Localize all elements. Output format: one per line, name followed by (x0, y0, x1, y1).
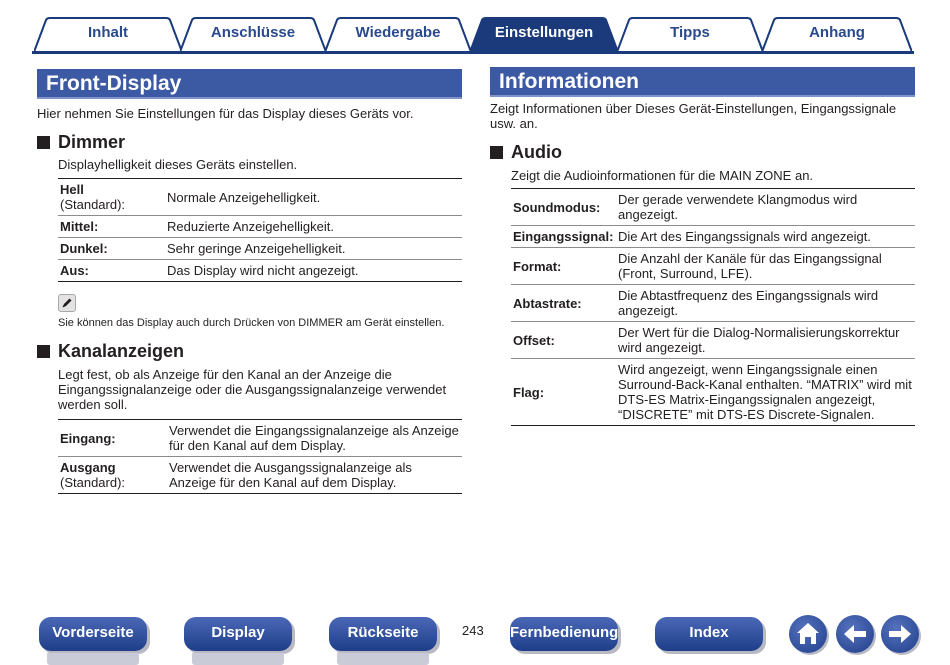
home-button[interactable] (789, 615, 827, 653)
table-row (58, 238, 462, 260)
audio-desc: Zeigt die Audioinformationen für die MAIN ZONE an. (511, 168, 814, 183)
table-row (511, 322, 915, 359)
forward-button[interactable] (881, 615, 919, 653)
table-row (511, 359, 915, 426)
key-text: Hell (60, 182, 84, 197)
tab-label: Tipps (670, 24, 710, 41)
audio-heading (490, 142, 562, 162)
tab-label: Anschlüsse (210, 24, 296, 41)
square-bullet-icon (37, 345, 50, 358)
kanal-heading (37, 341, 184, 361)
dimmer-heading (37, 132, 125, 152)
nav-rueckseite-button[interactable] (329, 617, 437, 651)
table-key: Soundmodus: (511, 189, 616, 226)
key-sub: (Standard): (60, 197, 126, 212)
table-row (58, 179, 462, 216)
table-value: Das Display wird nicht angezeigt. (165, 260, 462, 282)
tab-inhalt[interactable] (34, 17, 182, 53)
table-row (58, 420, 462, 457)
home-icon (789, 615, 827, 653)
button-underlay (47, 653, 139, 665)
table-row (511, 226, 915, 248)
table-row (511, 285, 915, 322)
nav-index-button[interactable] (655, 617, 763, 651)
table-value: Normale Anzeigehelligkeit. (165, 179, 462, 216)
table-key: Abtastrate: (511, 285, 616, 322)
table-key: Format: (511, 248, 616, 285)
table-value: Wird angezeigt, wenn Eingangssignale einen Surround-Back-Kanal enthalten. “MATRIX” wird mit DTS-ES Matrix-Eingangssignalen angezeigt, “DISCRETE” mit DTS-ES Discrete-Signalen. (616, 359, 915, 426)
table-key (58, 457, 167, 494)
kanal-table (58, 419, 462, 494)
table-key: Eingangssignal: (511, 226, 616, 248)
nav-display-button[interactable] (184, 617, 292, 651)
table-value: Verwendet die Ausgangssignalanzeige als Anzeige für den Kanal auf dem Display. (167, 457, 462, 494)
table-value: Die Anzahl der Kanäle für das Eingangssignal (Front, Surround, LFE). (616, 248, 915, 285)
key-sub: (Standard): (60, 475, 126, 490)
button-label: Fernbedienung (510, 624, 619, 641)
table-key (58, 179, 165, 216)
button-underlay (337, 653, 429, 665)
informationen-intro: Zeigt Informationen über Dieses Gerät-Einstellungen, Eingangssignale usw. an. (490, 101, 897, 131)
section-title-informationen: Informationen (490, 67, 915, 97)
front-display-intro: Hier nehmen Sie Einstellungen für das Display dieses Geräts vor. (37, 106, 414, 121)
dimmer-note: Sie können das Display auch durch Drücken von DIMMER am Gerät einstellen. (58, 317, 445, 329)
table-value: Der Wert für die Dialog-Normalisierungskorrektur wird angezeigt. (616, 322, 915, 359)
table-key: Aus: (58, 260, 165, 282)
square-bullet-icon (490, 146, 503, 159)
kanal-desc: Legt fest, ob als Anzeige für den Kanal an der Anzeige die Eingangssignalanzeige oder die Ausgangssignalanzeige verwendet werden soll. (58, 367, 447, 412)
nav-vorderseite-button[interactable] (39, 617, 147, 651)
table-key: Dunkel: (58, 238, 165, 260)
tab-bar (0, 0, 950, 56)
tab-label: Anhang (809, 24, 865, 41)
section-title-front-display: Front-Display (37, 69, 462, 99)
table-key: Offset: (511, 322, 616, 359)
button-label: Vorderseite (52, 624, 134, 641)
tab-label: Wiedergabe (355, 24, 441, 41)
table-row (511, 189, 915, 226)
tab-label: Inhalt (88, 24, 128, 41)
kanal-heading-text: Kanalanzeigen (58, 341, 185, 361)
button-label: Index (689, 624, 729, 641)
tab-anschluesse[interactable] (180, 17, 326, 53)
tab-anhang[interactable] (762, 17, 912, 53)
tab-wiedergabe[interactable] (325, 17, 471, 53)
table-value: Verwendet die Eingangssignalanzeige als Anzeige für den Kanal auf dem Display. (167, 420, 462, 457)
button-label: Rückseite (347, 624, 419, 641)
arrow-left-icon (836, 615, 874, 653)
audio-table (511, 188, 915, 426)
square-bullet-icon (37, 136, 50, 149)
table-value: Die Abtastfrequenz des Eingangssignals wird angezeigt. (616, 285, 915, 322)
nav-fernbedienung-button[interactable] (510, 617, 618, 651)
button-underlay (192, 653, 284, 665)
table-value: Der gerade verwendete Klangmodus wird angezeigt. (616, 189, 915, 226)
table-row (511, 248, 915, 285)
key-text: Ausgang (60, 460, 116, 475)
button-label: Display (211, 624, 265, 641)
table-key: Mittel: (58, 216, 165, 238)
dimmer-heading-text: Dimmer (58, 132, 126, 152)
table-row (58, 216, 462, 238)
back-button[interactable] (836, 615, 874, 653)
table-key: Eingang: (58, 420, 167, 457)
table-row (58, 260, 462, 282)
tab-einstellungen[interactable] (470, 17, 618, 53)
dimmer-table (58, 178, 462, 282)
audio-heading-text: Audio (511, 142, 562, 162)
arrow-right-icon (881, 615, 919, 653)
table-value: Die Art des Eingangssignals wird angezeigt. (616, 226, 915, 248)
tab-tipps[interactable] (617, 17, 763, 53)
pencil-note-icon (58, 294, 76, 312)
page-number: 243 (462, 623, 484, 638)
table-value: Reduzierte Anzeigehelligkeit. (165, 216, 462, 238)
dimmer-desc: Displayhelligkeit dieses Geräts einstellen. (58, 157, 298, 172)
tab-label: Einstellungen (494, 24, 594, 41)
table-key: Flag: (511, 359, 616, 426)
table-value: Sehr geringe Anzeigehelligkeit. (165, 238, 462, 260)
table-row (58, 457, 462, 494)
